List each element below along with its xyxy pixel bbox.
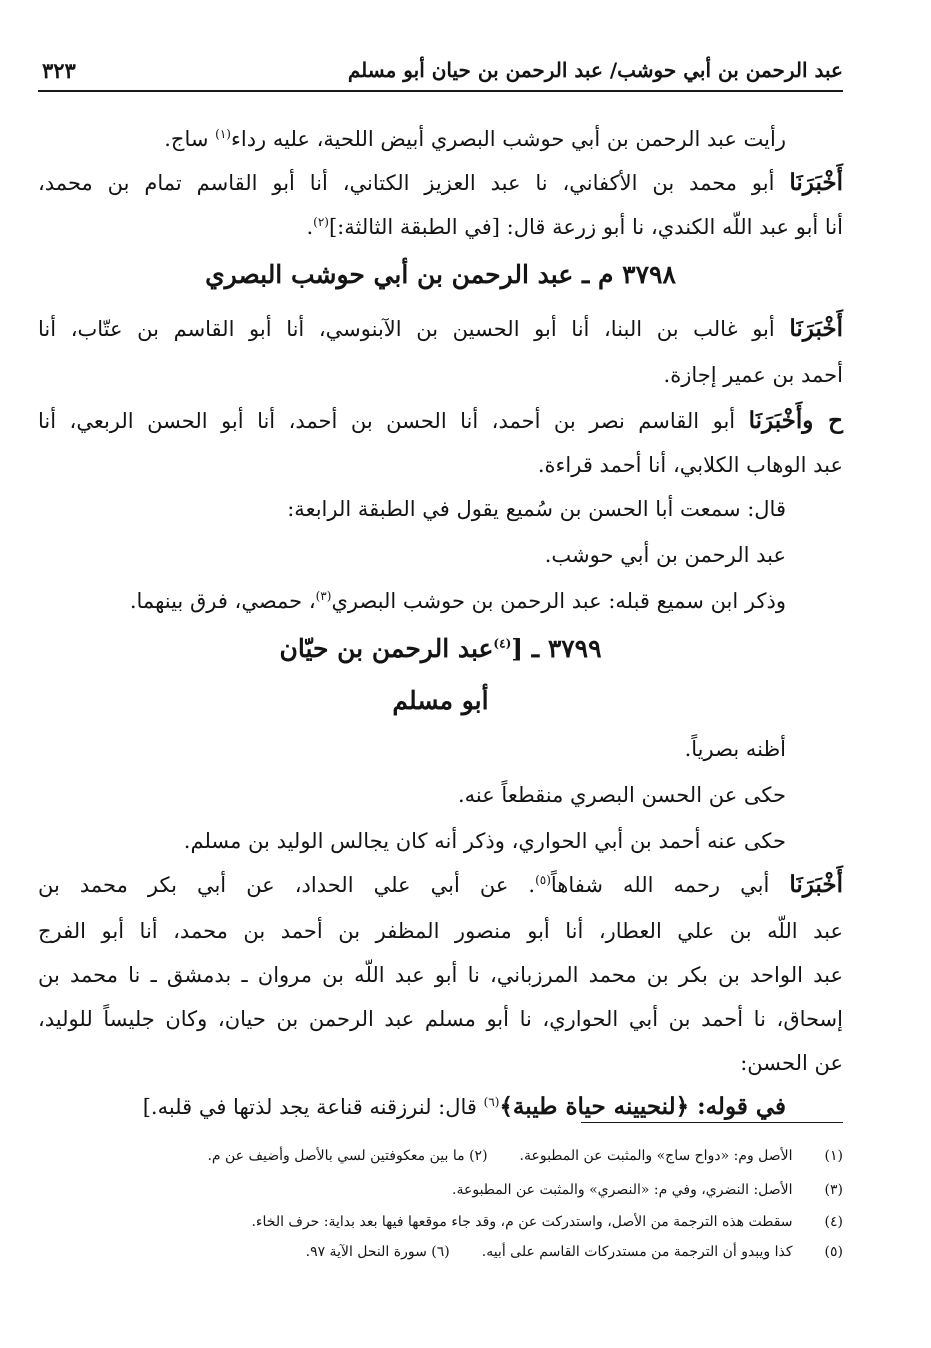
footnote-ref: (٢) <box>313 215 329 229</box>
body-line: إسحاق، نا أحمد بن أبي الحواري، نا أبو مسلم عبد الرحمن بن حيان، وكان جليساً للوليد، <box>38 1007 843 1031</box>
body-line <box>38 586 786 616</box>
text: أبو غالب بن البنا، أنا أبو الحسين بن الآبنوسي، أنا أبو القاسم بن عتّاب، أنا <box>38 317 790 341</box>
body-line <box>38 1092 786 1122</box>
entry-heading <box>38 632 843 666</box>
keyword: ح وأَخْبَرَنَا <box>748 407 843 434</box>
text: رأيت عبد الرحمن بن أبي حوشب البصري أبيض اللحية، عليه رداء <box>230 127 786 151</box>
body-line <box>38 870 843 900</box>
footnote-text: كذا ويبدو أن الترجمة من مستدركات القاسم على أبيه. <box>481 1244 793 1260</box>
body-line <box>38 168 843 198</box>
body-line: أظنه بصرياً. <box>684 737 786 761</box>
footnote-ref: (٤) <box>493 636 512 651</box>
footnote-text: الأصل وم: «دواح ساج» والمثبت عن المطبوعة. <box>519 1148 793 1164</box>
text: أبو القاسم نصر بن أحمد، أنا الحسن بن أحمد، أنا أبو الحسن الربعي، أنا <box>38 409 749 433</box>
running-title: عبد الرحمن بن أبي حوشب/ عبد الرحمن بن حيان أبو مسلم <box>347 58 843 82</box>
body-line: عبد الوهاب الكلابي، أنا أحمد قراءة. <box>537 453 843 477</box>
footnote-number: (١) <box>824 1148 843 1164</box>
entry-subheading: أبو مسلم <box>392 686 489 715</box>
running-header <box>38 52 843 92</box>
text: ، حمصي، فرق بينهما. <box>129 589 316 613</box>
footnote-text: الأصل: النضري، وفي م: «النصري» والمثبت عن المطبوعة. <box>452 1182 793 1198</box>
body-line: حكى عن الحسن البصري منقطعاً عنه. <box>457 783 786 807</box>
keyword: أَخْبَرَنَا <box>789 315 843 342</box>
text: أبي رحمه الله شفاهاً <box>550 873 790 897</box>
body-line: أحمد بن عمير إجازة. <box>663 363 843 387</box>
body-line <box>38 212 843 242</box>
text: ٣٧٩٩ ـ [ <box>511 634 602 663</box>
footnote <box>30 1180 843 1200</box>
body-line <box>38 314 843 344</box>
body-line: عبد الواحد بن بكر بن محمد المرزباني، نا أبو عبد اللّه بن مروان ـ بدمشق ـ نا محمد بن <box>38 963 843 987</box>
footnote-ref: (٣) <box>315 589 332 603</box>
text: أبو محمد بن الأكفاني، نا عبد العزيز الكتاني، أنا أبو القاسم تمام بن محمد، <box>38 171 790 195</box>
body-line <box>38 124 786 154</box>
footnote-text: سورة النحل الآية ٩٧. <box>305 1244 427 1260</box>
footnote <box>30 1146 843 1166</box>
footnote-number: (٥) <box>824 1244 843 1260</box>
keyword: في قوله: ﴿لنحيينه حياة طيبة﴾ <box>499 1093 786 1120</box>
body-line: عن الحسن: <box>740 1051 843 1075</box>
footnote-number: (٣) <box>824 1182 843 1198</box>
text: وذكر ابن سميع قبله: عبد الرحمن بن حوشب البصري <box>331 589 786 613</box>
body-line: عبد الرحمن بن أبي حوشب. <box>544 543 786 567</box>
footnote-separator <box>581 1122 843 1123</box>
keyword: أَخْبَرَنَا <box>789 871 843 898</box>
footnote-number: (٦) <box>431 1244 450 1260</box>
page-number: ٣٢٣ <box>42 58 76 83</box>
text: أنا أبو عبد اللّه الكندي، نا أبو زرعة قال: [في الطبقة الثالثة:] <box>328 215 843 239</box>
body-line: عبد اللّه بن علي العطار، أنا أبو منصور المظفر بن أحمد بن محمد، أنا أبو الفرج <box>38 919 843 943</box>
body-line: حكى عنه أحمد بن أبي الحواري، وذكر أنه كان يجالس الوليد بن مسلم. <box>183 829 786 853</box>
keyword: أَخْبَرَنَا <box>789 169 843 196</box>
footnote-number: (٤) <box>824 1214 843 1230</box>
footnote-ref: (٥) <box>535 873 551 887</box>
footnote-ref: (١) <box>215 127 231 141</box>
text: . عن أبي علي الحداد، عن أبي بكر محمد بن <box>38 873 536 897</box>
footnote <box>30 1242 843 1262</box>
text: . <box>306 215 314 239</box>
text: قال: لنرزقنه قناعة يجد لذتها في قلبه.] <box>142 1095 484 1119</box>
body-line: قال: سمعت أبا الحسن بن سُميع يقول في الطبقة الرابعة: <box>287 497 786 521</box>
footnote-text: ما بين معكوفتين لسي بالأصل وأضيف عن م. <box>207 1148 465 1164</box>
body-line <box>38 406 843 436</box>
footnote-number: (٢) <box>469 1148 488 1164</box>
entry-heading: ٣٧٩٨ م ـ عبد الرحمن بن أبي حوشب البصري <box>205 260 676 289</box>
footnote <box>30 1212 843 1232</box>
text: ساج. <box>164 127 216 151</box>
footnote-text: سقطت هذه الترجمة من الأصل، واستدركت عن م، وقد جاء موقعها فيها بعد بداية: حرف الخاء. <box>251 1214 793 1230</box>
text: عبد الرحمن بن حيّان <box>279 634 494 663</box>
footnote-ref: (٦) <box>483 1095 500 1109</box>
